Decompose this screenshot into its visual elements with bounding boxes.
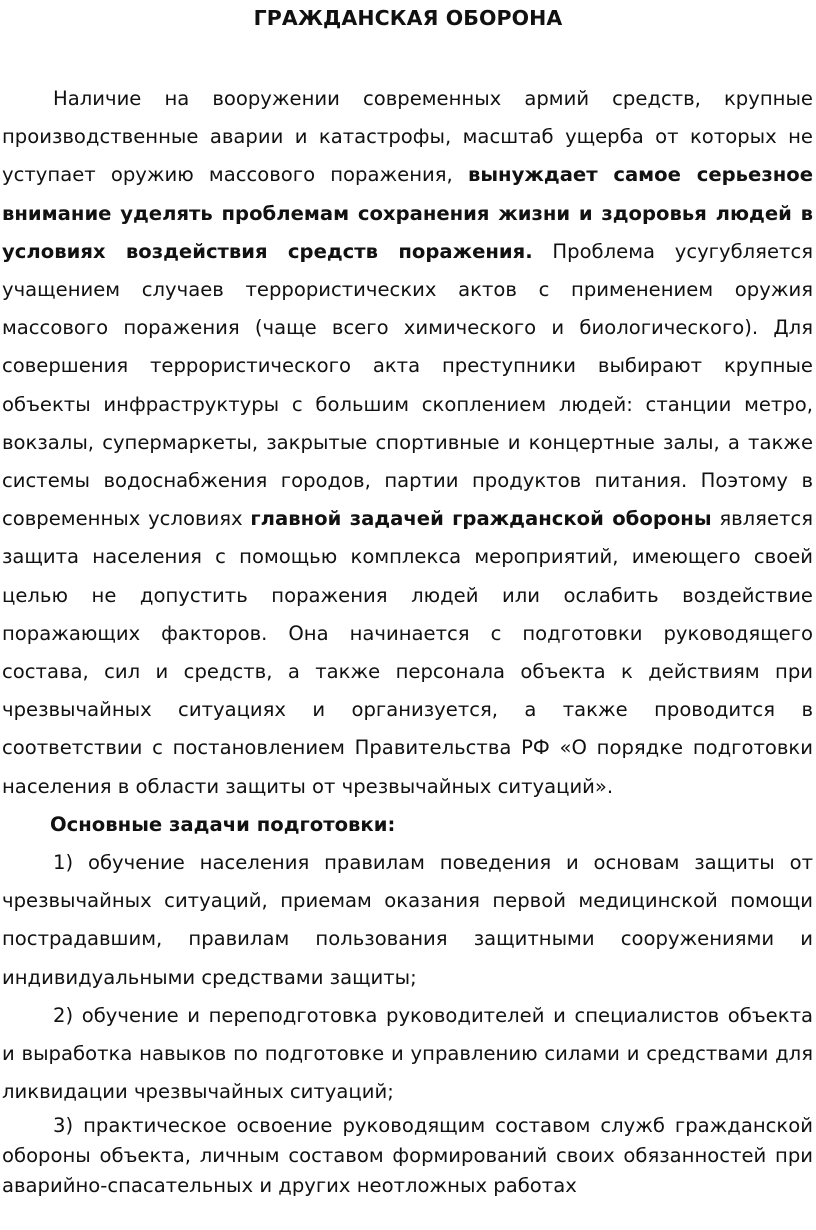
intro-text-part1: Наличие на вооружении современных армий средств, крупные производственные аварии и катастрофы, масштаб ущерба от которых не уступает оружию массового поражения,: [2, 87, 813, 187]
task-item-2: 2) обучение и переподготовка руководителей и специалистов объекта и выработка навыков по подготовке и управлению силами и средствами для ликвидации чрезвычайных ситуаций;: [2, 1003, 813, 1104]
intro-text-part2: Проблема усугубляется учащением случаев террористических актов с применением оружия массового поражения (чаще всего химического и биологического). Для совершения террористического акта преступники выбирают крупные объекты инфраструктуры с большим скоплением людей: станции метро, вокзалы, супермаркеты, закрытые спортивные и концертные залы, а также системы водоснабжения городов, партии продуктов питания. Поэтому в современных условиях: [2, 239, 813, 531]
tasks-heading: Основные задачи подготовки:: [50, 812, 396, 836]
task-item-1: 1) обучение населения правилам поведения и основам защиты от чрезвычайных ситуаций, приемам оказания первой медицинской помощи пострадавшим, правилам пользования защитными сооружениями и индивидуальными средствами защиты;: [2, 851, 813, 989]
intro-paragraph: [0, 80, 816, 806]
task-item-3: 3) практическое освоение руководящим составом служб гражданской обороны объекта, личным составом формирований своих обязанностей при аварийно-спасательных и других неотложных работах: [2, 1114, 813, 1198]
intro-text-part3: является защита населения с помощью комплекса мероприятий, имеющего своей целью не допустить поражения людей или ослабить воздействие поражающих факторов. Она начинается с подготовки руководящего состава, сил и средств, а также персонала объекта к действиям при чрезвычайных ситуациях и организуется, а также проводится в соответствии с постановлением Правительства РФ «О порядке подготовки населения в области защиты от чрезвычайных ситуаций».: [2, 507, 814, 798]
page-title: ГРАЖДАНСКАЯ ОБОРОНА: [253, 6, 563, 30]
intro-bold-statement: вынуждает самое серьезное внимание уделять проблемам сохранения жизни и здоровья людей в условиях воздействия средств поражения.: [2, 163, 813, 263]
main-task-emphasis: главной задачей гражданской обороны: [250, 507, 712, 531]
